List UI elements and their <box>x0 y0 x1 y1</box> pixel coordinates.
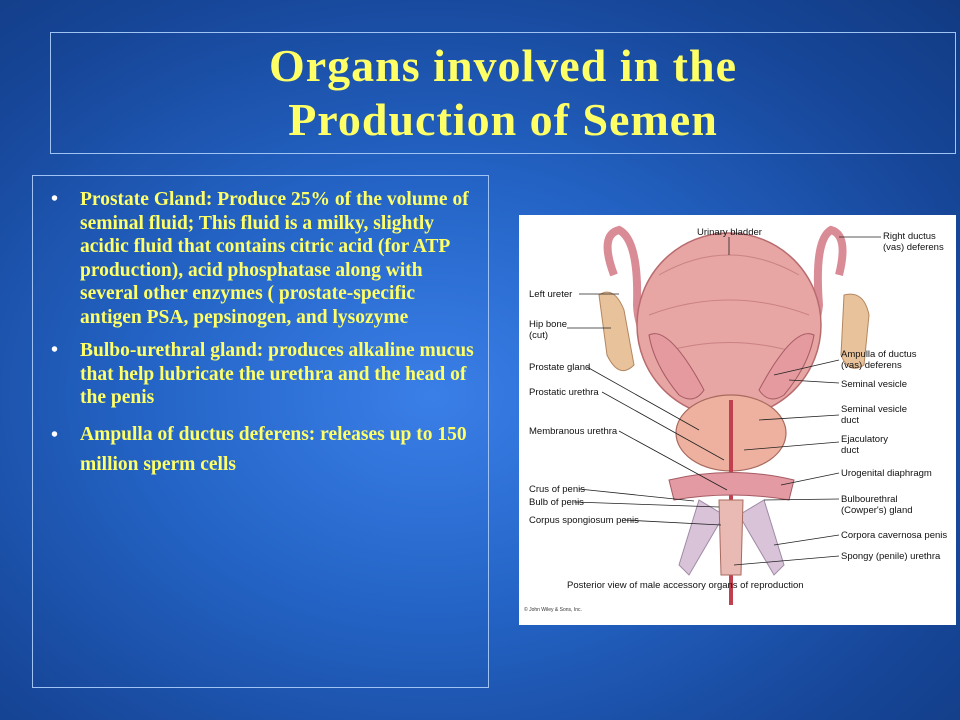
bullet-text: Ampulla of ductus deferens: releases up to 150 million sperm cells <box>80 423 467 475</box>
label-right-ductus-1: Right ductus <box>883 231 936 242</box>
label-hip-bone-2: (cut) <box>529 330 548 341</box>
bullet-dot-icon: • <box>51 423 59 446</box>
label-sv-duct-1: Seminal vesicle <box>841 404 907 415</box>
anatomy-illustration <box>519 215 956 625</box>
bullet-bulbourethral-gland <box>41 339 478 410</box>
bullet-ampulla <box>41 420 478 480</box>
label-ejaculatory-1: Ejaculatory <box>841 434 888 445</box>
label-seminal-vesicle: Seminal vesicle <box>841 379 907 390</box>
left-corpus-shape <box>679 500 724 575</box>
label-right-ductus-2: (vas) deferens <box>883 242 944 253</box>
left-hip-bone-shape <box>599 292 634 370</box>
label-ampulla-2: (vas) deferens <box>841 360 902 371</box>
label-bulb: Bulb of penis <box>529 497 584 508</box>
label-prostate-gland: Prostate gland <box>529 362 591 373</box>
label-spongy-urethra: Spongy (penile) urethra <box>841 551 941 562</box>
label-hip-bone-1: Hip bone <box>529 319 568 330</box>
label-ampulla-1: Ampulla of ductus <box>841 349 917 360</box>
bullet-list <box>41 188 478 480</box>
bladder-shape <box>637 233 821 417</box>
label-urogenital: Urogenital diaphragm <box>841 468 932 479</box>
label-bulbourethral-1: Bulbourethral <box>841 494 898 505</box>
bullet-prostate-gland <box>41 188 478 329</box>
corpus-spongiosum-shape <box>719 500 743 575</box>
figure-caption: Posterior view of male accessory organs of reproduction <box>567 580 804 591</box>
bullet-text: Prostate Gland: Produce 25% of the volume of seminal fluid; This fluid is a milky, slightly acidic fluid that contains citric acid (for ATP production), acid phosphatase along with several other enzymes ( prostate-specific antigen PSA, pepsinogen, and lysozyme <box>80 189 469 328</box>
slide-title-line-1: Organs involved in the <box>268 40 737 91</box>
label-prostatic-urethra: Prostatic urethra <box>529 387 599 398</box>
figure-copyright: © John Wiley & Sons, Inc. <box>524 607 582 613</box>
label-urinary-bladder: Urinary bladder <box>697 227 762 238</box>
title-box <box>50 32 956 154</box>
label-crus: Crus of penis <box>529 484 585 495</box>
label-bulbourethral-2: (Cowper's) gland <box>841 505 913 516</box>
bullet-text: Bulbo-urethral gland: produces alkaline mucus that help lubricate the urethra and the head of the penis <box>80 340 474 408</box>
label-ejaculatory-2: duct <box>841 445 859 456</box>
bullet-dot-icon: • <box>51 188 59 210</box>
content-box <box>32 175 489 688</box>
label-membranous-urethra: Membranous urethra <box>529 426 618 437</box>
bullet-dot-icon: • <box>51 339 59 361</box>
slide-title-line-2: Production of Semen <box>288 94 718 145</box>
anatomy-figure <box>519 215 956 625</box>
label-corpora-cavernosa: Corpora cavernosa penis <box>841 530 948 541</box>
label-sv-duct-2: duct <box>841 415 859 426</box>
label-corpus-spongiosum: Corpus spongiosum penis <box>529 515 639 526</box>
label-left-ureter: Left ureter <box>529 289 573 300</box>
